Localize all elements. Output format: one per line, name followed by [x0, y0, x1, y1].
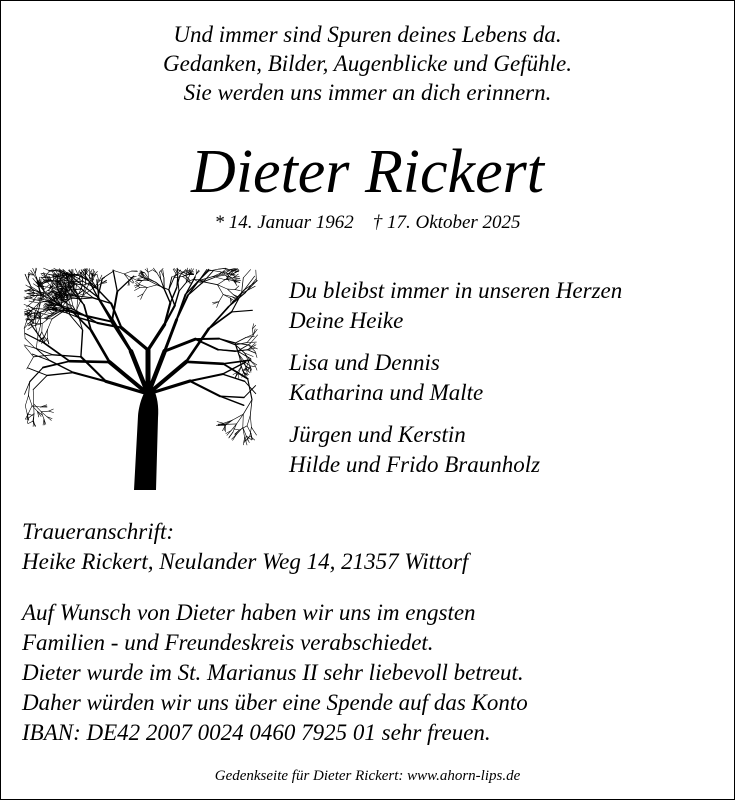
mourners-list — [289, 276, 729, 492]
quote-line: Und immer sind Spuren deines Lebens da. — [173, 22, 562, 47]
mourner-line: Lisa und Dennis — [289, 350, 440, 375]
bare-tree-icon — [22, 266, 260, 490]
mourner-group — [289, 348, 729, 408]
address-text: Heike Rickert, Neulander Weg 14, 21357 Wittorf — [22, 549, 469, 574]
mourner-line: Deine Heike — [289, 308, 404, 333]
memorial-page-footer: Gedenkseite für Dieter Rickert: www.ahorn-lips.de — [214, 768, 521, 784]
mourner-line: Du bleibst immer in unseren Herzen — [289, 278, 623, 303]
quote-line: Gedanken, Bilder, Augenblicke und Gefühle. — [163, 51, 572, 76]
mourner-line: Jürgen und Kerstin — [289, 422, 466, 447]
message-line: Familien - und Freundeskreis verabschiedet. — [22, 630, 434, 655]
memorial-quote — [0, 20, 735, 107]
mourner-line: Katharina und Malte — [289, 380, 484, 405]
mourner-group — [289, 420, 729, 480]
deceased-name: Dieter Rickert — [191, 138, 544, 206]
message-line: Daher würden wir uns über eine Spende auf das Konto — [22, 690, 528, 715]
mourner-group — [289, 276, 729, 336]
quote-line: Sie werden uns immer an dich erinnern. — [183, 80, 552, 105]
mourning-address — [22, 517, 722, 577]
mourner-line: Hilde und Frido Braunholz — [289, 452, 541, 477]
message-line: IBAN: DE42 2007 0024 0460 7925 01 sehr freuen. — [22, 720, 491, 745]
message-line: Dieter wurde im St. Marianus II sehr liebevoll betreut. — [22, 660, 524, 685]
farewell-message — [22, 598, 722, 748]
address-label: Traueranschrift: — [22, 519, 175, 544]
life-dates: * 14. Januar 1962 † 17. Oktober 2025 — [214, 212, 521, 233]
message-line: Auf Wunsch von Dieter haben wir uns im engsten — [22, 600, 476, 625]
